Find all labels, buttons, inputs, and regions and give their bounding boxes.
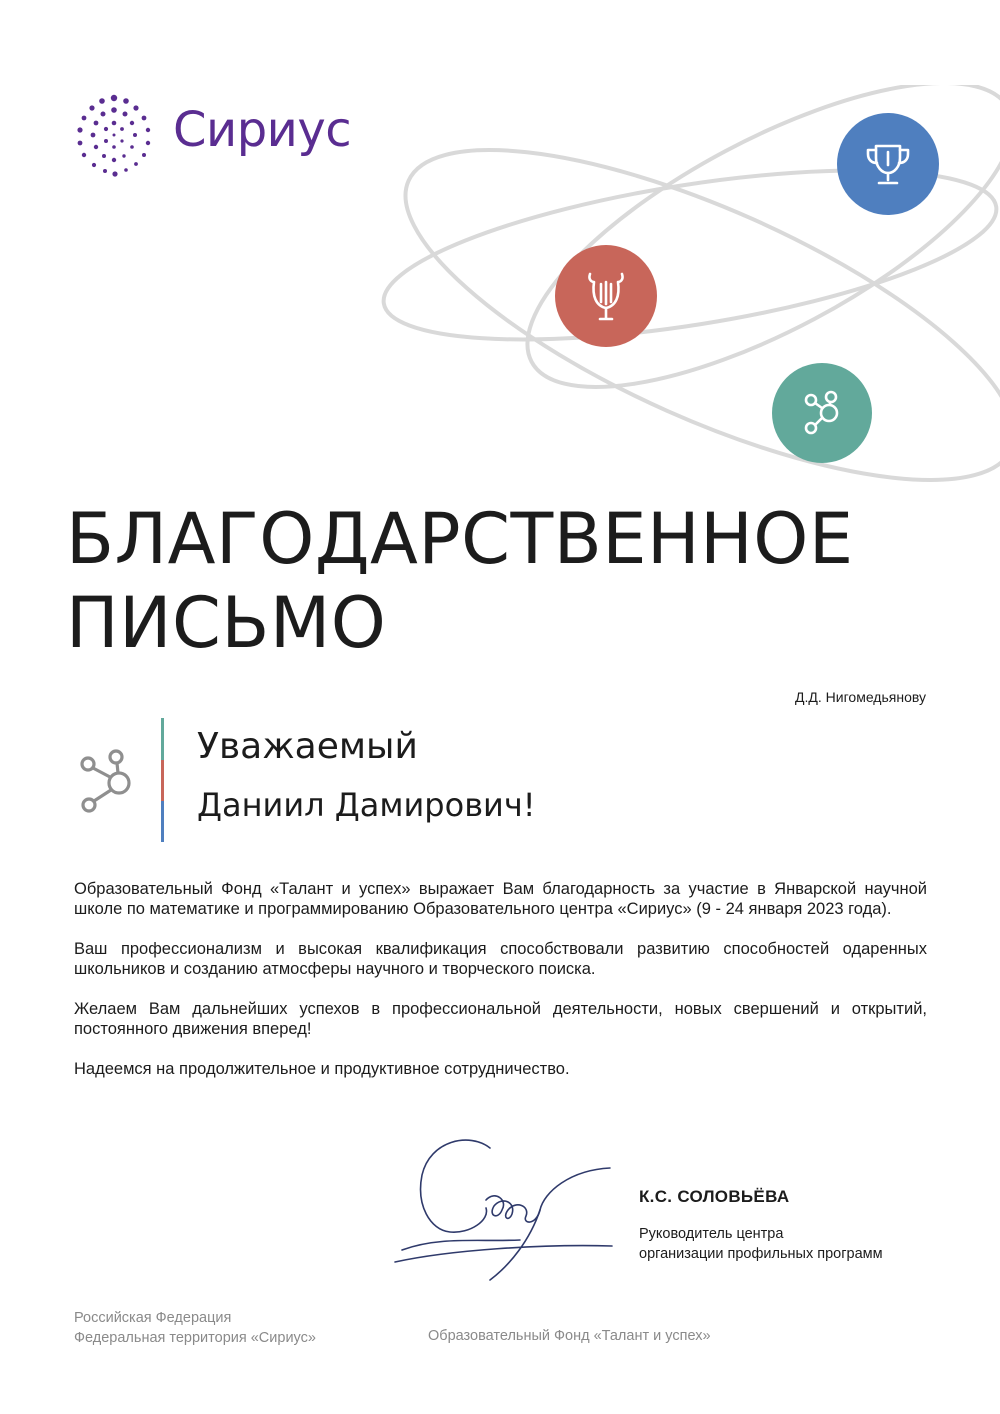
signatory-role [639,1224,939,1264]
body-paragraph: Надеемся на продолжительное и продуктивное сотрудничество. [74,1060,570,1078]
signatory-role-line-1: Руководитель центра [639,1226,784,1242]
signatory-name: К.С. СОЛОВЬЁВА [639,1187,790,1206]
footer-line-2: Федеральная территория «Сириус» [74,1330,316,1346]
dots-burst-icon [68,90,160,182]
tricolor-divider [161,718,164,842]
body-paragraph: Образовательный Фонд «Талант и успех» выражает Вам благодарность за участие в Январской научной школе по математике и программированию Образовательного центра «Сириус» (9 - 24 января 2023 года). [74,880,927,918]
title-line-2: ПИСЬМО [66,582,387,664]
greeting-line-2: Даниил Дамирович! [197,786,536,824]
letter-body [74,879,927,1099]
footer-organization: Образовательный Фонд «Талант и успех» [428,1328,711,1344]
title-line-1: БЛАГОДАРСТВЕННОЕ [66,498,854,580]
share-circle [772,363,872,463]
body-paragraph: Ваш профессионализм и высокая квалификация способствовали развитию способностей одаренных школьников и созданию атмосферы научного и творческого поиска. [74,940,927,978]
handwritten-signature [390,1130,620,1295]
lyre-circle [555,245,657,347]
trophy-icon [860,136,916,192]
sirius-logo [68,90,368,182]
body-paragraph: Желаем Вам дальнейших успехов в профессиональной деятельности, новых свершений и открытий, постоянного движения вперед! [74,1000,927,1038]
footer-line-1: Российская Федерация [74,1310,232,1326]
lyre-icon [578,266,634,326]
greeting-line-1: Уважаемый [197,726,418,767]
logo-text: Сириус [173,102,352,158]
share-nodes-icon [76,745,136,815]
share-nodes-icon [794,385,850,441]
page-title [66,497,966,665]
recipient-name: Д.Д. Нигомедьянову [795,689,926,705]
trophy-circle [837,113,939,215]
signatory-role-line-2: организации профильных программ [639,1246,883,1262]
footer-address [74,1308,316,1348]
